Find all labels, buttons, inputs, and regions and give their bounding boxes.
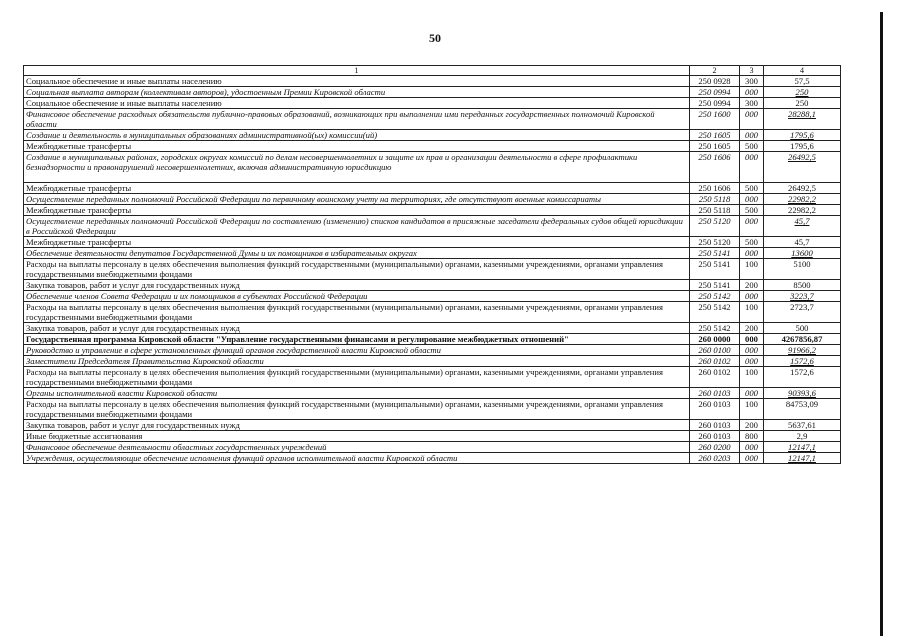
table-row [24,420,841,431]
header-col-4: 4 [764,66,841,76]
table-row [24,399,841,420]
row-name: Заместители Председателя Правительства Кировской области [24,356,690,367]
row-amount: 8500 [764,280,841,291]
row-amount: 250 [764,98,841,109]
row-name: Создание и деятельность в муниципальных образованиях административной(ых) комиссии(ий) [24,130,690,141]
row-vr-code: 000 [740,248,764,259]
row-vr-code: 000 [740,442,764,453]
row-amount: 2,9 [764,431,841,442]
row-vr-code: 000 [740,334,764,345]
table-row [24,216,841,237]
table-row [24,302,841,323]
row-amount: 4267856,87 [764,334,841,345]
budget-table [23,65,841,464]
row-amount: 84753,09 [764,399,841,420]
row-csr-code: 250 5142 [690,291,740,302]
row-vr-code: 100 [740,399,764,420]
row-vr-code: 500 [740,141,764,152]
row-vr-code: 000 [740,453,764,464]
row-amount: 1572,6 [764,367,841,388]
row-vr-code: 200 [740,323,764,334]
row-amount: 90393,6 [764,388,841,399]
row-amount: 28288,1 [764,109,841,130]
table-row [24,323,841,334]
table-row [24,280,841,291]
page-number: 50 [429,31,441,45]
row-vr-code: 000 [740,356,764,367]
row-csr-code: 260 0103 [690,420,740,431]
row-name: Закупка товаров, работ и услуг для государственных нужд [24,280,690,291]
table-row [24,453,841,464]
row-vr-code: 100 [740,302,764,323]
row-csr-code: 250 5142 [690,302,740,323]
row-vr-code: 200 [740,420,764,431]
row-name: Финансовое обеспечение деятельности областных государственных учреждений [24,442,690,453]
row-csr-code: 250 5141 [690,259,740,280]
table-row [24,141,841,152]
row-vr-code: 300 [740,76,764,87]
row-amount: 5637,61 [764,420,841,431]
table-row [24,334,841,345]
row-csr-code: 260 0102 [690,367,740,388]
row-csr-code: 250 1606 [690,152,740,183]
row-name: Обеспечение членов Совета Федерации и их помощников в субъектах Российской Федерации [24,291,690,302]
row-csr-code: 260 0000 [690,334,740,345]
table-row [24,183,841,194]
row-csr-code: 250 5142 [690,323,740,334]
row-amount: 1795,6 [764,130,841,141]
row-name: Осуществление переданных полномочий Российской Федерации по первичному воинскому учету на территориях, где отсутствуют военные комиссариаты [24,194,690,205]
row-csr-code: 260 0102 [690,356,740,367]
row-amount: 5100 [764,259,841,280]
row-vr-code: 100 [740,367,764,388]
row-amount: 45,7 [764,237,841,248]
row-vr-code: 500 [740,183,764,194]
row-vr-code: 500 [740,205,764,216]
row-amount: 13600 [764,248,841,259]
row-amount: 1795,6 [764,141,841,152]
row-csr-code: 260 0103 [690,431,740,442]
row-csr-code: 260 0103 [690,399,740,420]
table-row [24,388,841,399]
row-vr-code: 000 [740,194,764,205]
scan-edge-line [880,12,883,636]
table-body [24,76,841,464]
row-name: Социальное обеспечение и иные выплаты населению [24,76,690,87]
row-csr-code: 250 5141 [690,248,740,259]
row-name: Межбюджетные трансферты [24,237,690,248]
table-row [24,356,841,367]
table-row [24,291,841,302]
row-amount: 91966,2 [764,345,841,356]
table-row [24,87,841,98]
row-name: Расходы на выплаты персоналу в целях обеспечения выполнения функций государственными (муниципальными) органами, казенными учреждениями, органами управления государственными внебюджетными фондами [24,259,690,280]
row-csr-code: 250 0928 [690,76,740,87]
row-csr-code: 250 1605 [690,130,740,141]
row-name: Закупка товаров, работ и услуг для государственных нужд [24,420,690,431]
row-amount: 12147,1 [764,442,841,453]
row-vr-code: 000 [740,345,764,356]
table-row [24,259,841,280]
table-row [24,442,841,453]
row-vr-code: 000 [740,87,764,98]
row-vr-code: 000 [740,152,764,183]
row-name: Руководство и управление в сфере установленных функций органов государственной власти Кировской области [24,345,690,356]
row-csr-code: 250 1606 [690,183,740,194]
row-csr-code: 250 5118 [690,205,740,216]
table-header-row [24,66,841,76]
row-amount: 250 [764,87,841,98]
header-col-1: 1 [24,66,690,76]
row-name: Государственная программа Кировской области "Управление государственными финансами и регулирование межбюджетных отношений" [24,334,690,345]
row-name: Социальное обеспечение и иные выплаты населению [24,98,690,109]
table-row [24,431,841,442]
row-name: Органы исполнительной власти Кировской области [24,388,690,399]
table-row [24,194,841,205]
row-amount: 3223,7 [764,291,841,302]
row-name: Межбюджетные трансферты [24,183,690,194]
table-row [24,237,841,248]
table-row [24,76,841,87]
row-name: Иные бюджетные ассигнования [24,431,690,442]
row-csr-code: 250 1600 [690,109,740,130]
row-amount: 26492,5 [764,152,841,183]
row-csr-code: 260 0103 [690,388,740,399]
row-amount: 12147,1 [764,453,841,464]
header-col-3: 3 [740,66,764,76]
row-csr-code: 260 0100 [690,345,740,356]
row-name: Межбюджетные трансферты [24,141,690,152]
row-name: Расходы на выплаты персоналу в целях обеспечения выполнения функций государственными (муниципальными) органами, казенными учреждениями, органами управления государственными внебюджетными фондами [24,302,690,323]
row-vr-code: 000 [740,291,764,302]
row-csr-code: 250 0994 [690,98,740,109]
table-row [24,205,841,216]
row-csr-code: 250 5141 [690,280,740,291]
row-name: Закупка товаров, работ и услуг для государственных нужд [24,323,690,334]
row-vr-code: 200 [740,280,764,291]
row-name: Финансовое обеспечение расходных обязательств публично-правовых образований, возникающих при выполнении ими переданных государственных полномочий Кировской области [24,109,690,130]
table-row [24,98,841,109]
row-vr-code: 100 [740,259,764,280]
row-amount: 57,5 [764,76,841,87]
row-vr-code: 500 [740,237,764,248]
table-row [24,109,841,130]
row-csr-code: 250 5120 [690,237,740,248]
table-row [24,130,841,141]
table-row [24,152,841,183]
row-vr-code: 000 [740,388,764,399]
header-col-2: 2 [690,66,740,76]
row-amount: 26492,5 [764,183,841,194]
table-row [24,367,841,388]
row-amount: 2723,7 [764,302,841,323]
row-name: Осуществление переданных полномочий Российской Федерации по составлению (изменению) списков кандидатов в присяжные заседатели федеральных судов общей юрисдикции в Российской Федерации [24,216,690,237]
row-name: Учреждения, осуществляющие обеспечение исполнения функций органов исполнительной власти Кировской области [24,453,690,464]
row-vr-code: 000 [740,109,764,130]
row-amount: 45,7 [764,216,841,237]
row-vr-code: 800 [740,431,764,442]
row-csr-code: 250 5118 [690,194,740,205]
row-amount: 22982,2 [764,194,841,205]
row-name: Социальная выплата авторам (коллективам авторов), удостоенным Премии Кировской области [24,87,690,98]
row-csr-code: 250 5120 [690,216,740,237]
row-csr-code: 260 0200 [690,442,740,453]
row-name: Создание в муниципальных районах, городских округах комиссий по делам несовершеннолетних и защите их прав и организации деятельности в сфере профилактики безнадзорности и правонарушений несовершеннолетних, включая административную юрисдикцию [24,152,690,183]
row-name: Расходы на выплаты персоналу в целях обеспечения выполнения функций государственными (муниципальными) органами, казенными учреждениями, органами управления государственными внебюджетными фондами [24,367,690,388]
row-csr-code: 250 0994 [690,87,740,98]
row-amount: 22982,2 [764,205,841,216]
table-row [24,345,841,356]
row-vr-code: 000 [740,130,764,141]
row-name: Обеспечение деятельности депутатов Государственной Думы и их помощников в избирательных округах [24,248,690,259]
row-amount: 500 [764,323,841,334]
row-csr-code: 260 0203 [690,453,740,464]
row-amount: 1572,6 [764,356,841,367]
table-row [24,248,841,259]
row-name: Межбюджетные трансферты [24,205,690,216]
row-vr-code: 000 [740,216,764,237]
row-csr-code: 250 1605 [690,141,740,152]
row-name: Расходы на выплаты персоналу в целях обеспечения выполнения функций государственными (муниципальными) органами, казенными учреждениями, органами управления государственными внебюджетными фондами [24,399,690,420]
row-vr-code: 300 [740,98,764,109]
